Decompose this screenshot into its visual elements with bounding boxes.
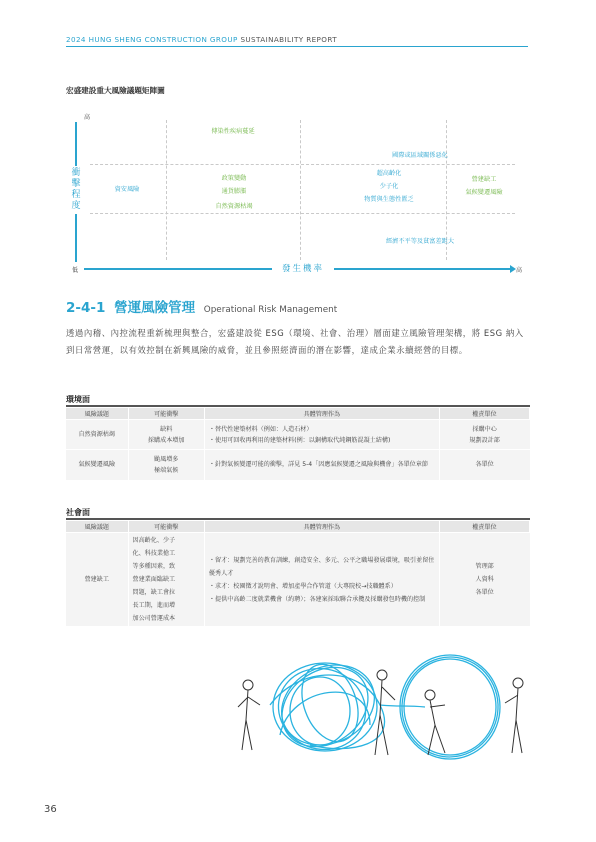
soc-table-rule xyxy=(66,518,530,520)
col-header: 權責單位 xyxy=(439,521,529,533)
section-title-en: Operational Risk Management xyxy=(203,305,338,315)
action-item: ・針對氣候變遷可能的衝擊，詳見 5-4「因應氣候變遷之風險與機會」各單位章節 xyxy=(208,461,428,469)
x-axis-label: 發生機率 xyxy=(278,262,328,274)
risk-label: 少子化 xyxy=(379,183,399,190)
risk-label: 氣候變遷風險 xyxy=(465,189,503,196)
y-axis-line-bottom xyxy=(75,214,77,262)
x-axis-high: 高 xyxy=(516,267,523,274)
matrix-grid-line xyxy=(300,120,301,260)
risk-label: 通貨膨脹 xyxy=(221,188,247,195)
matrix-title: 宏盛建設重大風險議題矩陣圖 xyxy=(66,86,165,95)
responsible-unit: 各單位 xyxy=(439,450,529,480)
risk-issue: 營建缺工 xyxy=(66,533,128,627)
x-axis-line-right xyxy=(334,268,512,270)
section-title: 營運風險管理 xyxy=(114,300,196,316)
header-company: 2024 HUNG SHENG CONSTRUCTION GROUP xyxy=(66,35,238,44)
risk-label: 營建缺工 xyxy=(471,176,497,183)
env-table-title: 環境面 xyxy=(66,395,90,404)
report-header xyxy=(66,35,337,44)
management-actions xyxy=(204,420,439,450)
col-header: 風險議題 xyxy=(66,521,128,533)
table-header-row xyxy=(66,521,530,533)
y-axis-line-top xyxy=(75,122,77,166)
soc-risk-table xyxy=(66,521,530,626)
header-report: SUSTAINABILITY REPORT xyxy=(240,35,338,44)
env-risk-table xyxy=(66,408,530,480)
risk-label: 經濟不平等及貧富差距大 xyxy=(385,238,455,245)
action-item: ・提供中高齡二度就業機會（約聘）；各建案採取聯合承攬及採購發包時機的控制 xyxy=(208,595,426,603)
col-header: 風險議題 xyxy=(66,408,128,420)
tangled-rope-icon xyxy=(267,650,505,763)
x-axis-low: 低 xyxy=(72,267,79,274)
soc-table-title: 社會面 xyxy=(66,508,90,517)
matrix-grid-line xyxy=(90,213,515,214)
col-header: 權責單位 xyxy=(439,408,529,420)
y-axis-label-vertical: 衝 擊 程 度 xyxy=(71,168,81,211)
risk-issue: 氣候變遷風險 xyxy=(66,450,128,480)
risk-label: 自然資源枯竭 xyxy=(215,203,253,210)
possible-impact: 颱風增多 極端氣候 xyxy=(128,450,204,480)
y-axis-high: 高 xyxy=(84,114,91,121)
action-item: ・求才：校園徵才說明會、增加產學合作管道（大專院校→技職體系） xyxy=(208,582,397,590)
risk-label: 超高齡化 xyxy=(376,170,402,177)
section-heading xyxy=(66,296,337,316)
risk-label: 國際或區域關係惡化 xyxy=(392,152,448,159)
table-header-row xyxy=(66,408,530,420)
management-actions xyxy=(204,533,439,627)
possible-impact: 因高齡化、少子 化、科技業搶工 等多種因素，致 營建業面臨缺工 問題，缺工會拉 長工期，進而增 加公司營運成本 xyxy=(128,533,204,627)
col-header: 具體管理作為 xyxy=(204,521,439,533)
risk-label: 物質與生態性匱乏 xyxy=(364,196,414,203)
action-item: ・使用可回收再利用的建築材料(例：以銅構取代純鋼筋混凝土結構) xyxy=(208,436,391,444)
env-table-rule xyxy=(66,405,530,407)
table-row xyxy=(66,420,530,450)
matrix-grid-line xyxy=(166,120,167,260)
y-axis-label xyxy=(70,168,82,212)
section-number: 2-4-1 xyxy=(66,300,106,316)
tangled-rope-illustration xyxy=(230,645,540,765)
x-axis-line-left xyxy=(84,268,272,270)
responsible-unit: 管理部 人資科 各單位 xyxy=(439,533,529,627)
action-item: ・留才：規劃完善的教育訓練，創造安全、多元、公平之職場發展環境，吸引並留住優秀人才 xyxy=(208,556,435,577)
risk-issue: 自然資源枯竭 xyxy=(66,420,128,450)
risk-label: 資安風險 xyxy=(114,186,140,193)
section-paragraph: 透過內稽、內控流程重新梳理與整合，宏盛建設從 ESG（環境、社會、治理）層面建立風險管理架構，將 ESG 納入到日常營運，以有效控制在新興風險的威脅，並且參照經濟面的潛在影響，達成企業永續經營的目標。 xyxy=(66,328,524,355)
col-header: 具體管理作為 xyxy=(204,408,439,420)
responsible-unit: 採購中心 規劃設計部 xyxy=(439,420,529,450)
action-item: ・替代性建築材料（例如：人造石材） xyxy=(208,425,313,433)
management-actions xyxy=(204,450,439,480)
risk-label: 政策變動 xyxy=(221,175,247,182)
possible-impact: 缺料 採購成本增加 xyxy=(128,420,204,450)
table-row xyxy=(66,450,530,480)
matrix-grid-line xyxy=(90,164,515,165)
col-header: 可能衝擊 xyxy=(128,408,204,420)
page-number: 36 xyxy=(44,804,57,815)
risk-label: 傳染性疾病蔓延 xyxy=(211,128,255,135)
header-divider xyxy=(66,46,528,47)
table-row xyxy=(66,533,530,627)
col-header: 可能衝擊 xyxy=(128,521,204,533)
